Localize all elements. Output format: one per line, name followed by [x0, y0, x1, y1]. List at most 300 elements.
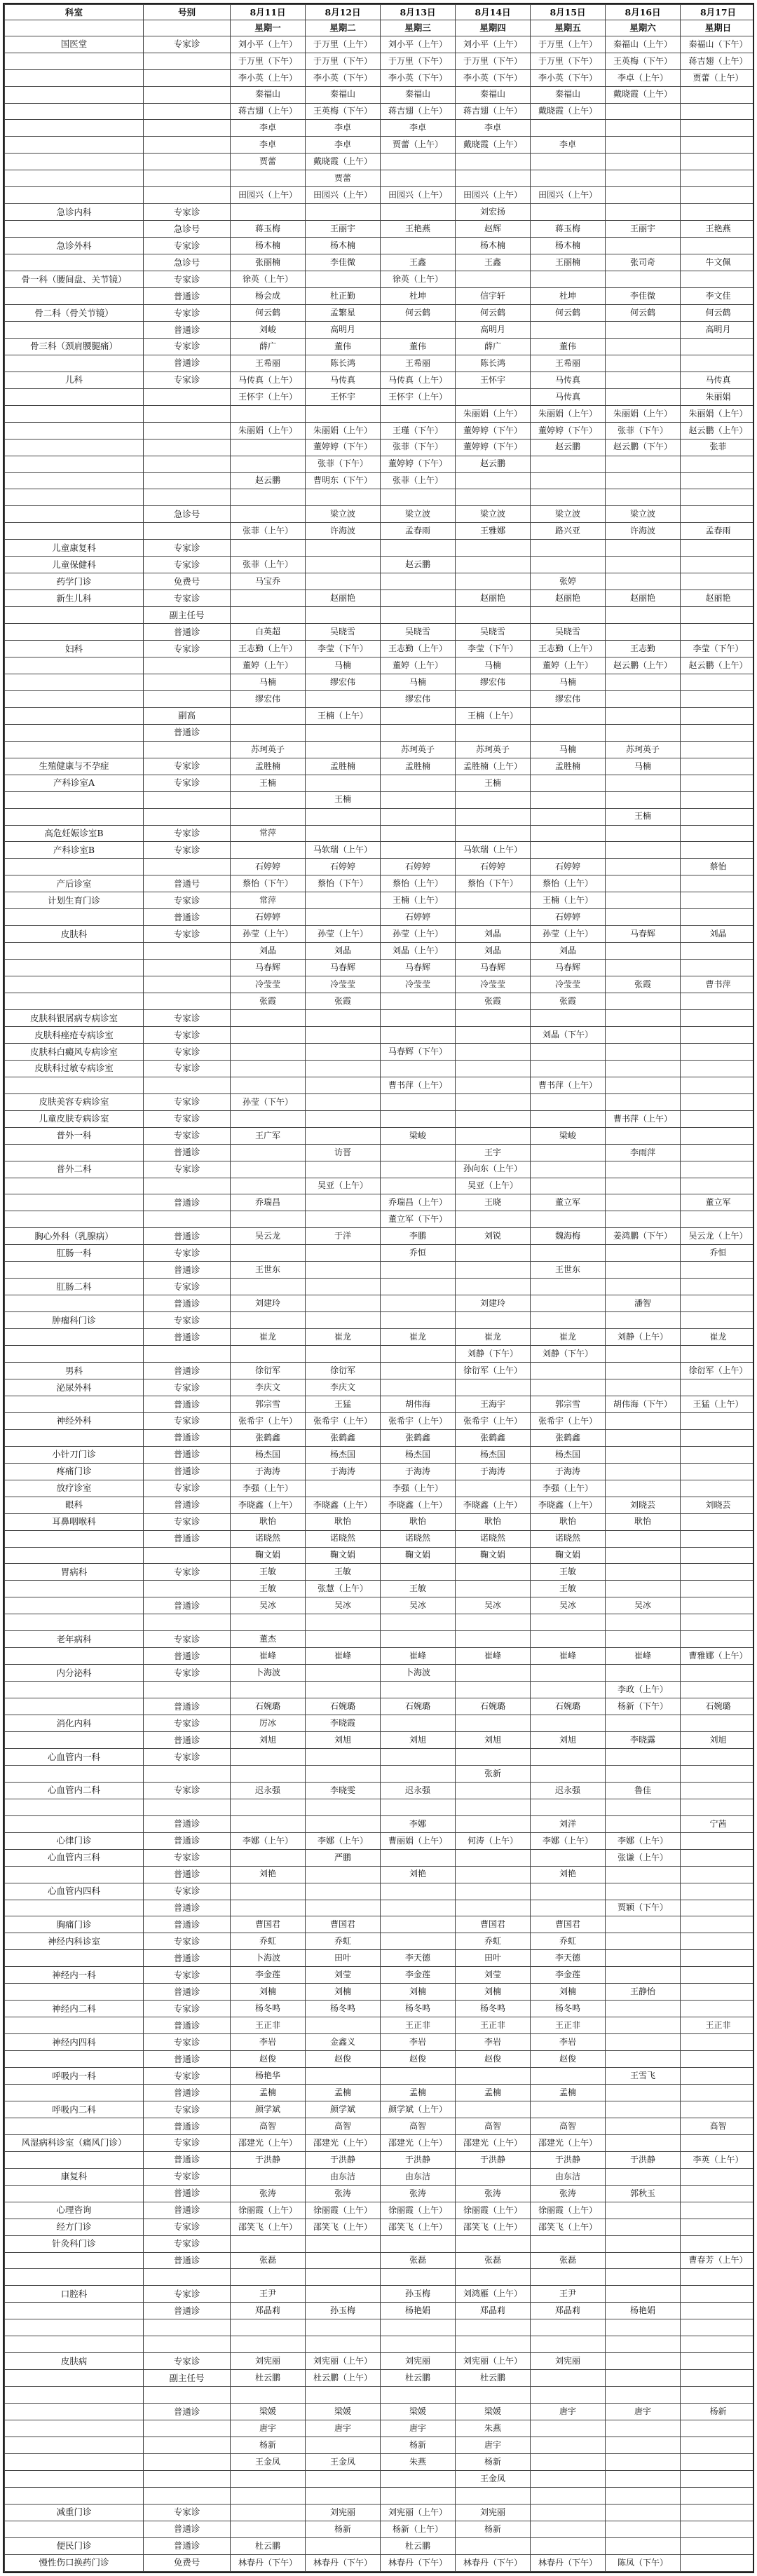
doctor-cell: 郭秋玉 — [606, 2185, 681, 2202]
doctor-cell: 王鑫 — [381, 254, 456, 271]
doctor-cell — [681, 2420, 755, 2437]
doctor-cell — [681, 1581, 755, 1597]
doctor-cell: 于洪静 — [231, 2151, 306, 2168]
dept-cell — [5, 741, 144, 758]
doctor-cell: 王希丽 — [231, 355, 306, 372]
doctor-cell: 何云鹤 — [231, 304, 306, 321]
doctor-cell: 张丽楠 — [231, 254, 306, 271]
doctor-cell: 孙莹（上午） — [531, 926, 606, 943]
doctor-cell — [306, 775, 381, 791]
doctor-cell — [681, 791, 755, 808]
dept-cell: 肛肠二科 — [5, 1279, 144, 1295]
table-row — [5, 1178, 755, 1194]
dept-cell — [5, 2404, 144, 2420]
dept-cell — [5, 1429, 144, 1446]
table-row — [5, 993, 755, 1010]
dept-cell: 骨一科（腰间盘、关节镜） — [5, 271, 144, 288]
type-cell: 普通诊 — [144, 2051, 231, 2068]
doctor-cell — [606, 103, 681, 120]
dept-cell: 产科诊室A — [5, 775, 144, 791]
doctor-cell — [606, 1262, 681, 1279]
doctor-cell — [231, 2521, 306, 2537]
doctor-cell: 曹书萍（上午） — [606, 1110, 681, 1127]
dept-cell — [5, 1614, 144, 1631]
doctor-cell — [606, 573, 681, 590]
dept-cell: 眼科 — [5, 1497, 144, 1513]
doctor-cell: 苏珂英子 — [456, 741, 531, 758]
doctor-cell — [531, 1093, 606, 1110]
doctor-cell — [531, 1312, 606, 1329]
doctor-cell — [231, 2387, 306, 2404]
doctor-cell: 访晋 — [306, 1144, 381, 1161]
type-cell — [144, 2470, 231, 2487]
doctor-cell — [606, 2101, 681, 2118]
dept-cell — [5, 1984, 144, 2001]
doctor-cell: 马春辉 — [606, 926, 681, 943]
doctor-cell: 张菲 — [681, 439, 755, 456]
doctor-cell: 唐宇 — [306, 2420, 381, 2437]
dept-cell: 肿瘤科门诊 — [5, 1312, 144, 1329]
type-cell: 专家诊 — [144, 1715, 231, 1732]
doctor-cell — [456, 2387, 531, 2404]
doctor-cell: 李强（上午） — [531, 1480, 606, 1497]
doctor-cell — [306, 540, 381, 557]
table-row — [5, 842, 755, 859]
doctor-cell — [306, 724, 381, 741]
weekday-label: 星期日 — [681, 20, 755, 36]
doctor-cell — [606, 1765, 681, 1782]
doctor-cell: 胡伟海 — [381, 1396, 456, 1412]
doctor-cell: 李佳微 — [306, 254, 381, 271]
type-cell — [144, 439, 231, 456]
doctor-cell: 田园兴（上午） — [456, 187, 531, 204]
doctor-cell: 赵云鹏 — [381, 557, 456, 573]
dept-cell: 新生儿科 — [5, 590, 144, 607]
dept-cell — [5, 859, 144, 875]
doctor-cell: 董婷婷（下午） — [306, 439, 381, 456]
doctor-cell: 梁峻 — [381, 1127, 456, 1144]
doctor-cell — [531, 1883, 606, 1900]
doctor-cell: 杜云鹏 — [381, 2370, 456, 2387]
doctor-cell — [681, 1849, 755, 1866]
doctor-cell — [606, 791, 681, 808]
type-cell: 专家诊 — [144, 1110, 231, 1127]
table-row — [5, 607, 755, 624]
doctor-cell — [231, 1900, 306, 1916]
type-cell: 免费号 — [144, 2554, 231, 2571]
doctor-cell: 杨木楠 — [306, 238, 381, 254]
doctor-cell: 戴晓霞（上午） — [456, 137, 531, 154]
doctor-cell: 马软瑞（上午） — [456, 842, 531, 859]
dept-cell — [5, 2336, 144, 2353]
table-row — [5, 741, 755, 758]
doctor-cell: 于万里（上午） — [531, 36, 606, 53]
doctor-cell: 马楠 — [381, 674, 456, 690]
col-header-date: 8月16日 — [606, 5, 681, 20]
type-cell: 专家诊 — [144, 540, 231, 557]
doctor-cell — [606, 875, 681, 892]
type-cell — [144, 690, 231, 707]
doctor-cell — [681, 1564, 755, 1581]
table-row — [5, 137, 755, 154]
doctor-cell: 曹国君 — [231, 1916, 306, 1933]
dept-cell: 呼吸内二科 — [5, 2101, 144, 2118]
doctor-cell: 刘静（上午） — [606, 1329, 681, 1346]
doctor-cell — [456, 1799, 531, 1815]
doctor-cell: 王敏 — [306, 1564, 381, 1581]
doctor-cell: 马楠 — [606, 758, 681, 775]
doctor-cell: 冷莹莹 — [531, 976, 606, 993]
doctor-cell: 李小英（下午） — [531, 69, 606, 86]
table-row — [5, 2151, 755, 2168]
type-cell — [144, 741, 231, 758]
type-cell: 专家诊 — [144, 1026, 231, 1043]
doctor-cell: 吴亚（上午） — [306, 1178, 381, 1194]
doctor-cell: 吴冰 — [606, 1597, 681, 1614]
dept-cell: 皮肤科白癜风专病诊室 — [5, 1043, 144, 1060]
dept-cell — [5, 1211, 144, 1228]
dept-cell: 儿科 — [5, 372, 144, 388]
doctor-cell: 蔡怡 — [681, 859, 755, 875]
table-row — [5, 909, 755, 926]
dept-cell: 皮肤病 — [5, 2353, 144, 2370]
doctor-cell — [381, 1900, 456, 1916]
doctor-cell: 高智 — [681, 2118, 755, 2134]
doctor-cell: 马传真 — [681, 372, 755, 388]
doctor-cell: 朱丽娟（上午） — [681, 405, 755, 422]
doctor-cell: 耿怡 — [531, 1513, 606, 1530]
dept-cell — [5, 1731, 144, 1748]
dept-cell — [5, 1547, 144, 1564]
doctor-cell: 姜鸿鹏（下午） — [606, 1228, 681, 1245]
table-row — [5, 1245, 755, 1262]
doctor-cell — [681, 2101, 755, 2118]
doctor-cell: 徐丽霞（上午） — [531, 2202, 606, 2219]
doctor-cell: 孟楠 — [231, 2085, 306, 2101]
doctor-cell: 王世东 — [531, 1262, 606, 1279]
type-cell: 专家诊 — [144, 1665, 231, 1682]
table-row — [5, 1346, 755, 1363]
doctor-cell: 张菲（上午） — [231, 523, 306, 540]
doctor-cell — [231, 590, 306, 607]
dept-cell: 神经内二科 — [5, 2001, 144, 2017]
doctor-cell — [381, 607, 456, 624]
table-row — [5, 1916, 755, 1933]
dept-cell — [5, 1262, 144, 1279]
doctor-cell — [381, 1363, 456, 1379]
dept-cell — [5, 976, 144, 993]
doctor-cell — [231, 1144, 306, 1161]
type-cell: 专家诊 — [144, 1631, 231, 1648]
type-cell: 普通诊 — [144, 2085, 231, 2101]
doctor-cell — [531, 2420, 606, 2437]
table-row — [5, 674, 755, 690]
doctor-cell: 杜坤 — [381, 288, 456, 305]
doctor-cell — [681, 1463, 755, 1480]
doctor-cell — [681, 1279, 755, 1295]
doctor-cell — [456, 2537, 531, 2554]
doctor-cell: 王静怡 — [606, 1984, 681, 2001]
doctor-cell: 赵云鹏（上午） — [606, 657, 681, 674]
doctor-cell — [606, 607, 681, 624]
doctor-cell — [606, 1245, 681, 1262]
doctor-cell — [456, 1715, 531, 1732]
doctor-cell: 邵建光（上午） — [531, 2134, 606, 2151]
dept-cell: 心血管内三科 — [5, 1849, 144, 1866]
doctor-cell — [606, 238, 681, 254]
doctor-cell: 蔡怡（上午） — [531, 875, 606, 892]
doctor-cell: 杨杰国 — [306, 1446, 381, 1463]
doctor-cell: 缪宏伟 — [456, 674, 531, 690]
doctor-cell: 迟永强 — [531, 1782, 606, 1799]
type-cell: 普通诊 — [144, 2017, 231, 2034]
doctor-cell — [306, 1748, 381, 1765]
doctor-cell: 陈凤（下午） — [606, 2554, 681, 2571]
doctor-cell: 李小英（下午） — [381, 69, 456, 86]
table-row — [5, 355, 755, 372]
table-row — [5, 321, 755, 338]
dept-cell: 风湿病科诊室（痛风门诊） — [5, 2134, 144, 2151]
doctor-cell — [681, 892, 755, 909]
doctor-cell: 蒋吉翅（上午） — [381, 103, 456, 120]
dept-cell — [5, 472, 144, 489]
doctor-cell — [681, 2487, 755, 2504]
doctor-cell — [681, 1950, 755, 1967]
doctor-cell — [456, 1043, 531, 1060]
dept-cell — [5, 439, 144, 456]
doctor-cell: 厉冰 — [231, 1715, 306, 1732]
doctor-cell: 刘艳 — [381, 1866, 456, 1883]
dept-cell — [5, 187, 144, 204]
doctor-cell — [681, 170, 755, 187]
doctor-cell — [606, 1194, 681, 1211]
doctor-cell — [231, 1614, 306, 1631]
doctor-cell — [381, 724, 456, 741]
doctor-cell: 杨冬鸣 — [456, 2001, 531, 2017]
doctor-cell — [306, 271, 381, 288]
doctor-cell: 杨会成 — [231, 288, 306, 305]
doctor-cell: 王楠 — [606, 808, 681, 825]
doctor-cell: 薛广 — [456, 338, 531, 355]
doctor-cell — [306, 1614, 381, 1631]
dept-cell — [5, 2453, 144, 2470]
doctor-cell: 陈长鸿 — [456, 355, 531, 372]
doctor-cell: 蒋吉翅（上午） — [231, 103, 306, 120]
doctor-cell: 孟楠 — [456, 2085, 531, 2101]
doctor-cell: 耿怡 — [456, 1513, 531, 1530]
doctor-cell: 孟胜楠 — [306, 758, 381, 775]
doctor-cell: 苏珂英子 — [231, 741, 306, 758]
doctor-cell: 刘楠 — [231, 1984, 306, 2001]
doctor-cell: 张菲（上午） — [231, 557, 306, 573]
type-cell — [144, 154, 231, 170]
doctor-schedule-table — [4, 4, 754, 2572]
doctor-cell — [306, 405, 381, 422]
doctor-cell: 耿怡 — [381, 1513, 456, 1530]
table-row — [5, 120, 755, 137]
doctor-cell: 马春辉 — [381, 960, 456, 976]
doctor-cell: 赵云鹏 — [531, 439, 606, 456]
doctor-cell — [531, 540, 606, 557]
doctor-cell: 由东洁 — [381, 2168, 456, 2185]
table-row — [5, 2034, 755, 2051]
dept-cell: 康复科 — [5, 2168, 144, 2185]
doctor-cell: 于洪静 — [456, 2151, 531, 2168]
doctor-cell — [681, 1765, 755, 1782]
table-row — [5, 1379, 755, 1396]
doctor-cell: 于洪静 — [306, 2151, 381, 2168]
doctor-cell — [531, 1849, 606, 1866]
doctor-cell: 卜海波 — [231, 1665, 306, 1682]
doctor-cell: 梁媛 — [306, 2404, 381, 2420]
doctor-cell: 王怀宇（上午） — [231, 388, 306, 405]
doctor-cell — [531, 557, 606, 573]
doctor-cell — [606, 690, 681, 707]
doctor-cell: 梁媛 — [231, 2404, 306, 2420]
doctor-cell — [381, 1765, 456, 1782]
table-row — [5, 2470, 755, 2487]
doctor-cell — [306, 1312, 381, 1329]
doctor-cell — [681, 2554, 755, 2571]
doctor-cell: 张涛 — [231, 2185, 306, 2202]
doctor-cell — [456, 2168, 531, 2185]
doctor-cell: 蔡怡（下午） — [231, 875, 306, 892]
type-cell: 专家诊 — [144, 590, 231, 607]
table-row — [5, 1597, 755, 1614]
table-row — [5, 1127, 755, 1144]
table-row — [5, 1832, 755, 1849]
doctor-cell: 曹书萍 — [681, 976, 755, 993]
type-cell — [144, 1178, 231, 1194]
doctor-cell — [681, 2453, 755, 2470]
doctor-cell — [681, 2085, 755, 2101]
table-row — [5, 2420, 755, 2437]
type-cell: 普通诊 — [144, 1597, 231, 1614]
doctor-cell — [456, 1127, 531, 1144]
doctor-cell: 刘静（下午） — [456, 1346, 531, 1363]
doctor-cell: 曹丽娟（上午） — [381, 1832, 456, 1849]
doctor-cell: 邵笑飞（上午） — [381, 2219, 456, 2235]
doctor-cell: 石婷婷 — [456, 859, 531, 875]
dept-cell — [5, 690, 144, 707]
table-row — [5, 1093, 755, 1110]
doctor-cell: 于万里（下午） — [381, 53, 456, 69]
doctor-cell — [606, 2353, 681, 2370]
weekday-label: 星期一 — [231, 20, 306, 36]
doctor-cell: 李鹏 — [381, 1228, 456, 1245]
doctor-cell — [681, 875, 755, 892]
doctor-cell — [681, 456, 755, 472]
table-row — [5, 2437, 755, 2454]
type-cell — [144, 1765, 231, 1782]
dept-cell: 疼痛门诊 — [5, 1463, 144, 1480]
type-cell — [144, 808, 231, 825]
doctor-cell: 李天德 — [381, 1950, 456, 1967]
dept-cell: 口腔科 — [5, 2286, 144, 2303]
doctor-cell — [456, 825, 531, 842]
doctor-cell: 常萍 — [231, 825, 306, 842]
doctor-cell: 何云鹤 — [456, 304, 531, 321]
doctor-cell: 王晓 — [456, 1194, 531, 1211]
doctor-cell: 刘旭 — [531, 1731, 606, 1748]
doctor-cell — [231, 2487, 306, 2504]
doctor-cell — [531, 825, 606, 842]
doctor-cell — [681, 338, 755, 355]
table-row — [5, 758, 755, 775]
doctor-cell: 唐宇 — [456, 2437, 531, 2454]
doctor-cell — [681, 355, 755, 372]
doctor-cell: 赵俊 — [531, 2051, 606, 2068]
doctor-cell — [531, 2453, 606, 2470]
table-row — [5, 1547, 755, 1564]
table-row — [5, 2168, 755, 2185]
table-row — [5, 2537, 755, 2554]
type-cell: 专家诊 — [144, 338, 231, 355]
type-cell — [144, 1614, 231, 1631]
type-cell: 专家诊 — [144, 1933, 231, 1950]
table-row — [5, 573, 755, 590]
doctor-cell — [381, 1161, 456, 1178]
doctor-cell: 朱丽娟（上午） — [306, 422, 381, 439]
doctor-cell: 于万里（下午） — [531, 53, 606, 69]
doctor-cell — [531, 456, 606, 472]
doctor-cell — [681, 506, 755, 523]
doctor-cell: 李晓鑫（上午） — [381, 1497, 456, 1513]
doctor-cell: 杜云鹏 — [231, 2370, 306, 2387]
doctor-cell: 诺晓然 — [456, 1530, 531, 1547]
doctor-cell: 田叶 — [456, 1950, 531, 1967]
doctor-cell: 杜云鹏 — [231, 2537, 306, 2554]
doctor-cell: 吴云龙（上午） — [681, 1228, 755, 1245]
doctor-cell — [531, 1363, 606, 1379]
doctor-cell: 崔峰 — [456, 1648, 531, 1665]
doctor-cell — [606, 1547, 681, 1564]
doctor-cell: 吴冰 — [456, 1597, 531, 1614]
table-row — [5, 405, 755, 422]
doctor-cell: 秦福山 — [456, 86, 531, 103]
dept-cell: 心律门诊 — [5, 1832, 144, 1849]
doctor-cell — [381, 1715, 456, 1732]
doctor-cell — [681, 2336, 755, 2353]
table-row — [5, 271, 755, 288]
doctor-cell — [306, 2017, 381, 2034]
dept-cell — [5, 1295, 144, 1312]
doctor-cell — [456, 1614, 531, 1631]
type-cell: 专家诊 — [144, 1849, 231, 1866]
doctor-cell — [456, 573, 531, 590]
doctor-cell: 王世东 — [231, 1262, 306, 1279]
doctor-cell: 崔龙 — [306, 1329, 381, 1346]
doctor-cell: 邵建光（上午） — [381, 2134, 456, 2151]
doctor-cell — [681, 2521, 755, 2537]
doctor-cell: 于海涛 — [381, 1463, 456, 1480]
doctor-cell — [456, 2319, 531, 2336]
doctor-cell: 赵俊 — [456, 2051, 531, 2068]
doctor-cell: 王艳燕 — [381, 221, 456, 238]
doctor-cell — [306, 1161, 381, 1178]
table-row — [5, 2303, 755, 2319]
doctor-cell: 李金莲 — [381, 1967, 456, 1984]
doctor-cell: 杨杰国 — [231, 1446, 306, 1463]
doctor-cell — [306, 1077, 381, 1093]
table-row — [5, 456, 755, 472]
doctor-cell: 梁立波 — [531, 506, 606, 523]
type-cell: 普通诊 — [144, 1262, 231, 1279]
doctor-cell: 张菲（下午） — [306, 456, 381, 472]
doctor-cell — [381, 2487, 456, 2504]
type-cell: 专家诊 — [144, 1127, 231, 1144]
table-row — [5, 506, 755, 523]
